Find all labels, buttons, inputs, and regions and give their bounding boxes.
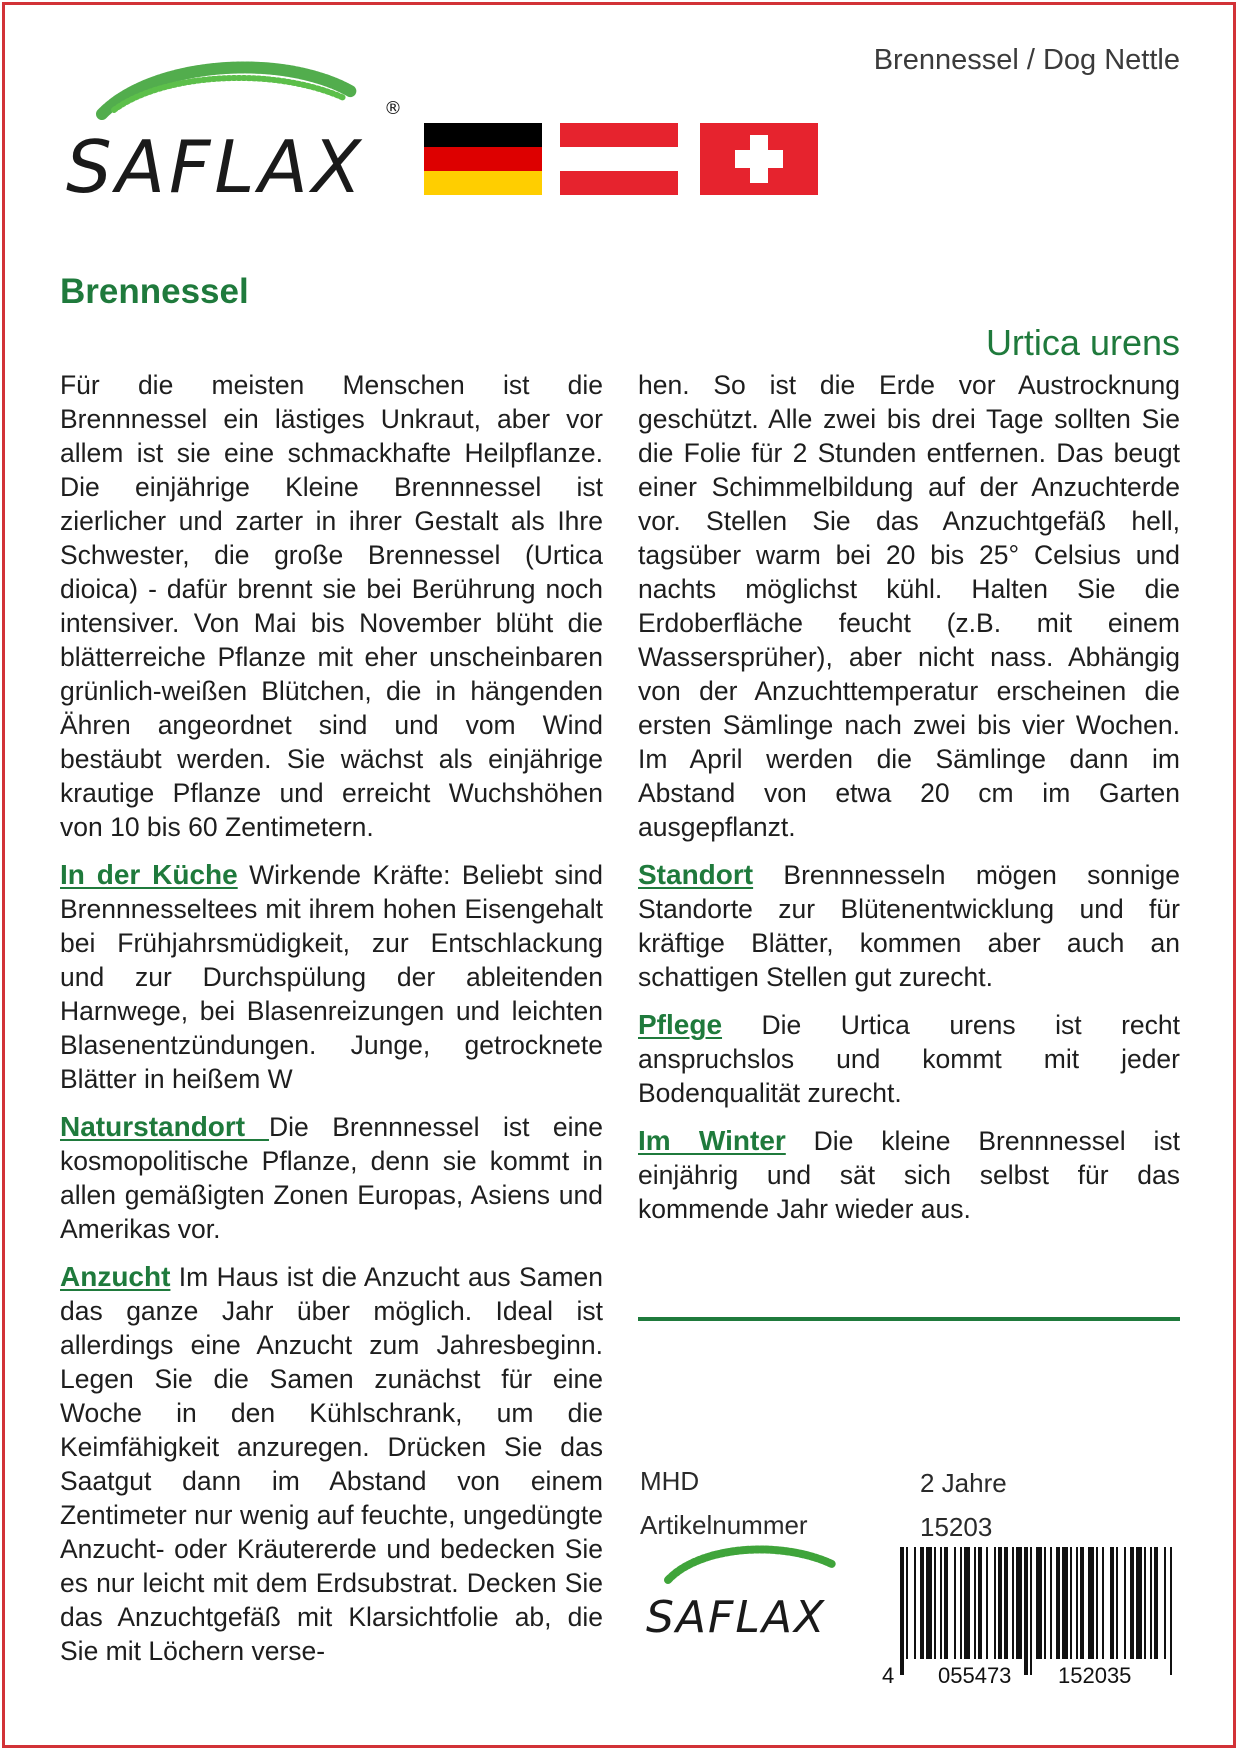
barcode-bar [940, 1547, 942, 1659]
barcode-bar [1076, 1547, 1078, 1659]
anzucht-continued: hen. So ist die Erde vor Austrocknung geschützt. Alle zwei bis drei Tage sollten Sie die Folie für 2 Stunden entfernen. Das beugt einer Schimmelbildung auf der Anzuchterde vor. Stellen Sie das Anzuchtgefäß hell, tagsüber warm bei 20 bis 25° Celsius und nachts möglichst kühl. Halten Sie die Erdoberfläche feucht (z.B. mit einem Wassersprüher), aber nicht nass. Abhängig von der Anzuchttemperatur erscheinen die ersten Sämlinge nach zwei bis vier Wochen. Im April werden die Sämlinge dann im Abstand von etwa 20 cm im Garten ausgepflanzt. [638, 370, 1180, 842]
registered-mark: ® [384, 98, 402, 119]
section-winter [638, 1124, 1180, 1226]
left-column [60, 368, 603, 1682]
barcode-bar [1102, 1547, 1104, 1659]
barcode-bar [1110, 1547, 1114, 1659]
barcode-bar [914, 1547, 916, 1659]
barcode-bar [1116, 1547, 1118, 1659]
barcode-bar [998, 1547, 1002, 1659]
barcode-bar [960, 1547, 962, 1659]
barcode-bar [1080, 1547, 1084, 1659]
leaf-arc-icon [102, 67, 352, 114]
barcode-bar [1130, 1547, 1134, 1659]
logo-text-small: SAFLAX [646, 1592, 827, 1643]
barcode-bar [974, 1547, 976, 1659]
barcode-bar [1044, 1547, 1046, 1659]
section-title-pflege: Pflege [638, 1009, 723, 1040]
artikel-value: 15203 [920, 1512, 993, 1542]
artikel-label: Artikelnummer [640, 1510, 808, 1540]
section-text-pflege: Die Urtica urens ist recht anspruchslos und kommt mit jeder Bodenqualität zurecht. [638, 1010, 1180, 1108]
page-heading: Brennessel [60, 272, 249, 311]
mhd-label: MHD [640, 1466, 700, 1496]
section-text-winter: Die kleine Brennnessel ist einjährig und sät sich selbst für das kommende Jahr wieder aus. [638, 1126, 1180, 1224]
barcode-bar [1062, 1547, 1068, 1659]
barcode-bar [1016, 1547, 1022, 1659]
barcode-bar [1024, 1547, 1028, 1675]
section-divider [638, 1317, 1180, 1321]
barcode-bars [900, 1547, 1172, 1675]
section-title-naturstandort: Naturstandort [60, 1111, 269, 1142]
barcode-bar [1164, 1547, 1166, 1659]
barcode-bar [978, 1547, 982, 1659]
section-text-standort: Brennnesseln mögen sonnige Standorte zur Blütenentwicklung und für kräftige Blätter, kommen aber auch an schattigen Stellen gut zurecht. [638, 860, 1180, 992]
saflax-logo [62, 52, 412, 202]
germany-flag-icon [424, 123, 542, 195]
section-kueche [60, 858, 603, 1096]
section-title-winter: Im Winter [638, 1125, 786, 1156]
barcode-bar [964, 1547, 970, 1659]
barcode [878, 1547, 1180, 1687]
barcode-bar [1056, 1547, 1060, 1659]
barcode-bar [906, 1547, 908, 1659]
barcode-digits-right: 152035 [1058, 1663, 1132, 1687]
section-standort [638, 858, 1180, 994]
section-title-kueche: In der Küche [60, 859, 238, 890]
barcode-bar [1154, 1547, 1158, 1659]
barcode-bar [900, 1547, 904, 1675]
barcode-bar [1144, 1547, 1146, 1659]
logo-text: SAFLAX [66, 125, 366, 202]
intro-paragraph: Für die meisten Menschen ist die Brennnessel ein lästiges Unkraut, aber vor allem ist sie eine schmackhafte Heilpflanze. Die einjährige Kleine Brennnessel ist zierlicher und zarter in ihrer Gestalt als Ihre Schwester, die große Brennessel (Urtica dioica) - dafür brennt sie bei Berührung noch intensiver. Von Mai bis November blüht die blätterreiche Pflanze mit eher unscheinbaren grünlich-weißen Blütchen, die in hängenden Ähren angeordnet sind und vom Wind bestäubt werden. Sie wächst als einjährige krautige Pflanze und erreicht Wuchshöhen von 10 bis 60 Zentimetern. [60, 370, 603, 842]
barcode-bar [954, 1547, 956, 1659]
barcode-bar [1004, 1547, 1008, 1659]
barcode-bar [1036, 1547, 1042, 1659]
barcode-bar [1088, 1547, 1094, 1659]
section-text-naturstandort: Die Brennnessel ist eine kosmopolitische Pflanze, denn sie kommt in allen gemäßigten Zonen Europas, Asiens und Amerikas vor. [60, 1112, 603, 1244]
austria-flag-icon [560, 123, 678, 195]
barcode-bar [934, 1547, 936, 1659]
barcode-bar [1030, 1547, 1032, 1675]
barcode-bar [994, 1547, 996, 1659]
barcode-bar [1070, 1547, 1072, 1659]
section-text-kueche: Wirkende Kräfte: Beliebt sind Brennnesseltees mit ihrem hohen Eisengehalt bei Frühjahrsmüdigkeit, zur Entschlackung und zur Durchspülung der ableitenden Harnwege, bei Blasenreizungen und leichten Blasenentzündungen. Junge, getrocknete Blätter in heißem W [60, 860, 603, 1094]
right-column [638, 368, 1180, 1240]
barcode-bar [1096, 1547, 1098, 1659]
product-title: Brennessel / Dog Nettle [873, 44, 1180, 76]
section-anzucht [60, 1260, 603, 1668]
saflax-logo-small [640, 1540, 850, 1650]
barcode-bar [1050, 1547, 1052, 1659]
section-title-standort: Standort [638, 859, 754, 890]
barcode-bar [926, 1547, 932, 1659]
barcode-bar [1124, 1547, 1126, 1659]
section-text-anzucht: Im Haus ist die Anzucht aus Samen das ganze Jahr über möglich. Ideal ist allerdings eine Anzucht zum Jahresbeginn. Legen Sie die Samen zunächst für eine Woche in den Kühlschrank, um die Keimfähigkeit anzuregen. Drücken Sie das Saatgut dann im Abstand von einem Zentimeter nur wenig auf feuchte, ungedüngte Anzucht- oder Kräutererde und bedecken Sie es nur leicht mit dem Erdsubstrat. Decken Sie das Anzuchtgefäß mit Klarsichtfolie ab, die Sie mit Löchern verse- [60, 1262, 603, 1666]
section-naturstandort [60, 1110, 603, 1246]
section-title-anzucht: Anzucht [60, 1261, 171, 1292]
switzerland-flag-icon [700, 123, 818, 195]
latin-name: Urtica urens [985, 322, 1180, 363]
barcode-bar [1150, 1547, 1152, 1659]
barcode-bar [986, 1547, 988, 1659]
barcode-bar [920, 1547, 924, 1659]
barcode-digits-left: 055473 [938, 1663, 1012, 1687]
barcode-digit-first: 4 [882, 1663, 895, 1687]
leaf-arc-icon [668, 1549, 832, 1580]
barcode-bar [1136, 1547, 1142, 1659]
barcode-bar [1012, 1547, 1014, 1659]
barcode-bar [944, 1547, 948, 1659]
mhd-value: 2 Jahre [920, 1468, 1007, 1498]
barcode-bar [1170, 1547, 1172, 1675]
section-pflege [638, 1008, 1180, 1110]
